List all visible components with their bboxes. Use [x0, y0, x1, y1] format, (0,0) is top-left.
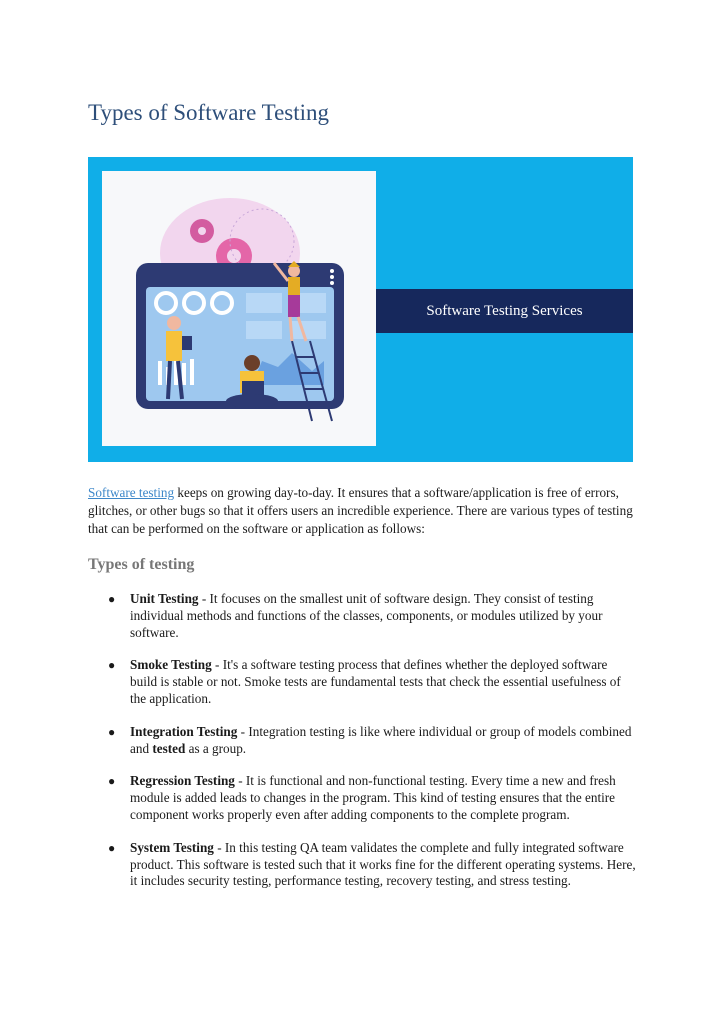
item-desc: - In this testing QA team validates the complete and fully integrated software product. This software is tested such that it works fine for the different operating systems. Here, it includes security testing, performance testing, recovery testing, and stress testing.: [130, 839, 636, 889]
list-item: [88, 773, 636, 823]
list-item: [88, 840, 636, 890]
bullet-icon: ●: [108, 658, 116, 673]
banner-caption: Software Testing Services: [426, 302, 583, 319]
intro-text: keeps on growing day-to-day. It ensures that a software/application is free of errors, glitches, or other bugs so that it offers users an incredible experience. There are various types of testing that can be performed on the software or application as follows:: [88, 485, 633, 537]
intro-paragraph: [88, 484, 636, 539]
testing-illustration: [102, 171, 376, 446]
item-desc: - It is functional and non-functional testing. Every time a new and fresh module is added leads to changes in the program. This kind of testing ensures that the entire component works properly even after adding components to the complete program.: [130, 773, 616, 822]
item-term: Integration Testing: [130, 723, 238, 739]
page-title: Types of Software Testing: [88, 100, 330, 125]
item-desc: - It focuses on the smallest unit of software design. They consist of testing individual methods and functions of the classes, components, or modules utilized by your software.: [130, 591, 603, 640]
item-desc: - Integration testing is like where individual or group of models combined and: [130, 723, 632, 756]
item-desc-end: as a group.: [185, 740, 247, 756]
bullet-icon: ●: [108, 724, 116, 739]
section-heading: Types of testing: [88, 556, 195, 573]
item-term: Smoke Testing: [130, 657, 212, 673]
bullet-icon: ●: [108, 840, 116, 855]
list-item: [88, 657, 636, 707]
list-item: [88, 591, 636, 641]
item-term: Regression Testing: [130, 773, 235, 789]
bullet-icon: ●: [108, 774, 116, 789]
banner-caption-band: [376, 289, 633, 333]
illustration-card: [102, 171, 376, 446]
list-item: [88, 724, 636, 758]
bullet-icon: ●: [108, 592, 116, 606]
item-desc: - It's a software testing process that defines whether the deployed software build is stable or not. Smoke tests are fundamental tests that check the essential usefulness of the application.: [130, 657, 621, 706]
item-term: Unit Testing: [130, 591, 199, 606]
banner-image: [88, 157, 633, 462]
item-term: System Testing: [130, 839, 214, 855]
software-testing-link[interactable]: Software testing: [88, 485, 175, 500]
item-emphasis: tested: [152, 740, 186, 756]
testing-types-list: [88, 591, 636, 906]
